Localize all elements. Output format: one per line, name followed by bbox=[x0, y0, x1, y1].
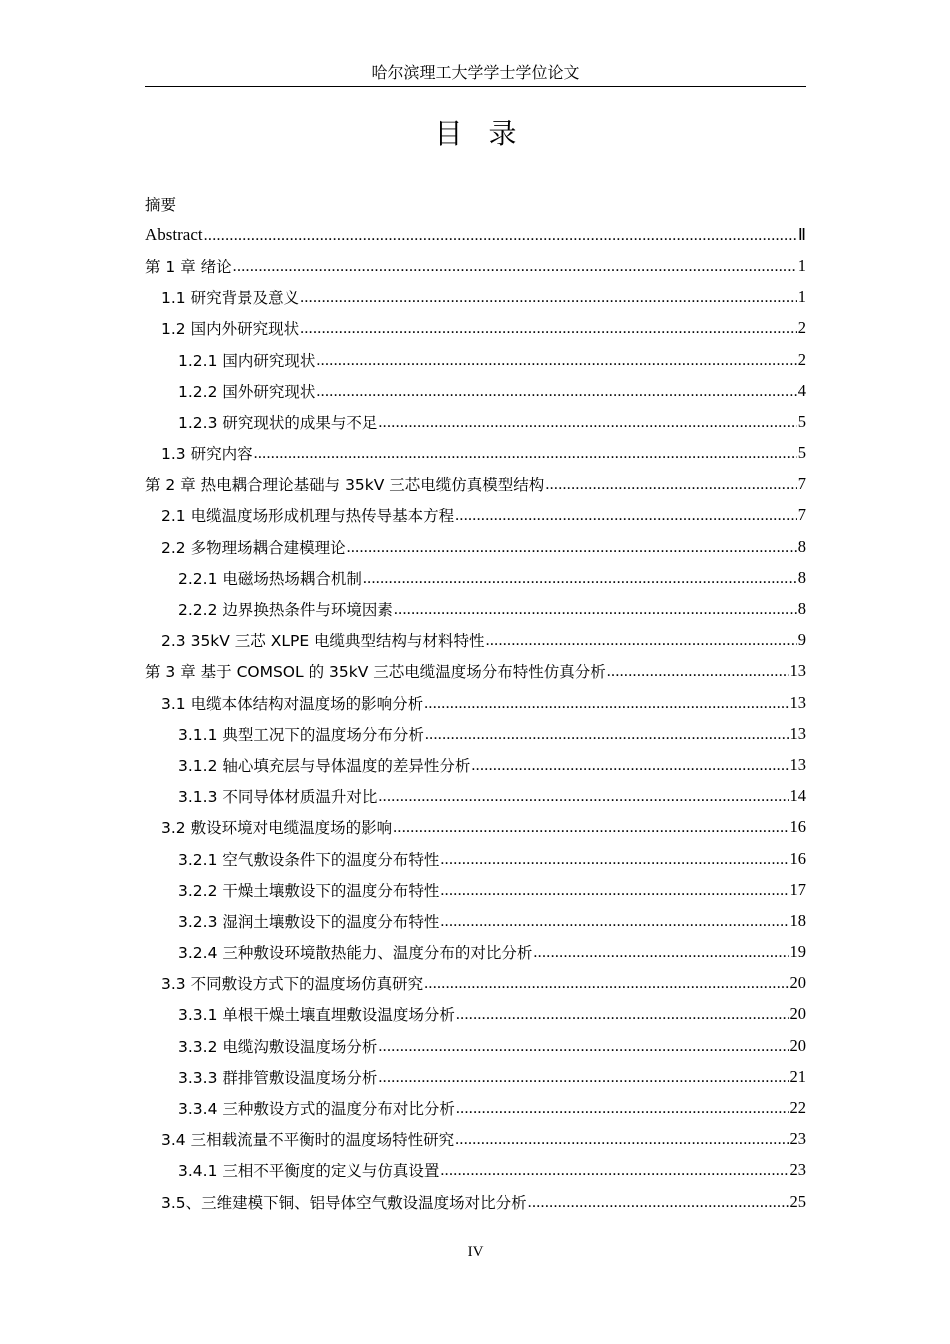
toc-entry-label: 1.2.3 研究现状的成果与不足 bbox=[178, 413, 378, 432]
toc-entry-page: 5 bbox=[797, 411, 806, 431]
toc-entry[interactable] bbox=[145, 718, 806, 749]
toc-entry-label: 1.2.2 国外研究现状 bbox=[178, 382, 316, 401]
toc-entry-page: 23 bbox=[789, 1160, 806, 1180]
toc-dot-leader bbox=[316, 350, 796, 370]
toc-entry-page: 25 bbox=[789, 1191, 806, 1211]
toc-dot-leader bbox=[316, 381, 796, 401]
toc-entry-page: 13 bbox=[789, 661, 806, 681]
toc-entry-label: 3.4 三相载流量不平衡时的温度场特性研究 bbox=[161, 1131, 455, 1150]
toc-entry[interactable] bbox=[145, 812, 806, 843]
toc-entry[interactable] bbox=[145, 656, 806, 687]
toc-entry-label: 3.3.3 群排管敷设温度场分析 bbox=[178, 1068, 378, 1087]
toc-dot-leader bbox=[300, 318, 797, 338]
toc-entry-label: 2.2.2 边界换热条件与环境因素 bbox=[178, 601, 393, 620]
toc-dot-leader bbox=[347, 537, 797, 557]
toc-entry-page: 19 bbox=[789, 942, 806, 962]
toc-entry[interactable] bbox=[145, 593, 806, 624]
toc-entry-page: 5 bbox=[797, 443, 806, 463]
toc-entry[interactable] bbox=[145, 749, 806, 780]
running-header: 哈尔滨理工大学学士学位论文 bbox=[371, 65, 580, 82]
toc-entry-label: 1.1 研究背景及意义 bbox=[161, 289, 300, 308]
toc-dot-leader bbox=[204, 225, 797, 245]
toc-entry-page: 13 bbox=[789, 754, 806, 774]
toc-entry-page: 4 bbox=[797, 380, 806, 400]
toc-entry-page: 14 bbox=[789, 786, 806, 806]
toc-entry-page: 21 bbox=[789, 1066, 806, 1086]
toc-entry-page: 18 bbox=[789, 910, 806, 930]
toc-entry-label: 2.2 多物理场耦合建模理论 bbox=[161, 538, 346, 557]
toc-entry[interactable] bbox=[145, 219, 806, 250]
toc-dot-leader bbox=[456, 1098, 789, 1118]
toc-entry-page: 2 bbox=[797, 318, 806, 338]
toc-dot-leader bbox=[456, 1004, 789, 1024]
toc-dot-leader bbox=[455, 505, 797, 525]
toc-entry-label: 第 3 章 基于 COMSOL 的 35kV 三芯电缆温度场分布特性仿真分析 bbox=[145, 663, 606, 682]
toc-dot-leader bbox=[425, 724, 789, 744]
toc-entry-label: 3.2.4 三种敷设环境散热能力、温度分布的对比分析 bbox=[178, 944, 533, 963]
toc-dot-leader bbox=[533, 942, 788, 962]
toc-entry-label: 1.2.1 国内研究现状 bbox=[178, 351, 316, 370]
toc-entry-page: 8 bbox=[797, 567, 806, 587]
toc-entry-page: Ⅱ bbox=[797, 224, 806, 244]
toc-dot-leader bbox=[440, 911, 788, 931]
toc-entry[interactable] bbox=[145, 843, 806, 874]
toc-dot-leader bbox=[378, 1067, 788, 1087]
toc-entry[interactable] bbox=[145, 188, 806, 219]
toc-entry-label: 3.3 不同敷设方式下的温度场仿真研究 bbox=[161, 975, 424, 994]
toc-dot-leader bbox=[607, 661, 789, 681]
toc-entry[interactable] bbox=[145, 313, 806, 344]
toc-entry-page: 1 bbox=[797, 255, 806, 275]
toc-entry[interactable] bbox=[145, 1061, 806, 1092]
toc-entry-label: 1.3 研究内容 bbox=[161, 445, 253, 464]
toc-dot-leader bbox=[300, 287, 797, 307]
toc-entry-label: 3.3.2 电缆沟敷设温度场分析 bbox=[178, 1037, 378, 1056]
toc-entry[interactable] bbox=[145, 625, 806, 656]
toc-entry-page: 8 bbox=[797, 536, 806, 556]
toc-entry-label: 3.2.3 湿润土壤敷设下的温度分布特性 bbox=[178, 912, 440, 931]
toc-dot-leader bbox=[378, 786, 788, 806]
toc-dot-leader bbox=[440, 1160, 788, 1180]
toc-entry[interactable] bbox=[145, 469, 806, 500]
toc-entry[interactable] bbox=[145, 1155, 806, 1186]
toc-dot-leader bbox=[471, 755, 788, 775]
toc-entry-page: 16 bbox=[789, 817, 806, 837]
toc-entry[interactable] bbox=[145, 406, 806, 437]
toc-entry-label: 第 2 章 热电耦合理论基础与 35kV 三芯电缆仿真模型结构 bbox=[145, 476, 545, 495]
toc-dot-leader bbox=[233, 256, 797, 276]
toc-dot-leader bbox=[455, 1129, 788, 1149]
toc-dot-leader bbox=[440, 849, 788, 869]
toc-entry[interactable] bbox=[145, 1092, 806, 1123]
toc-entry[interactable] bbox=[145, 375, 806, 406]
toc-title: 目录 bbox=[434, 117, 543, 150]
toc-entry[interactable] bbox=[145, 562, 806, 593]
toc-entry[interactable] bbox=[145, 250, 806, 281]
toc-dot-leader bbox=[378, 412, 796, 432]
toc-entry-label: 3.1.2 轴心填充层与导体温度的差异性分析 bbox=[178, 756, 471, 775]
toc-entry-page: 13 bbox=[789, 723, 806, 743]
toc-entry-page: 1 bbox=[797, 287, 806, 307]
toc-dot-leader bbox=[363, 568, 797, 588]
toc-entry-page: 16 bbox=[789, 848, 806, 868]
toc-entry-label: 3.4.1 三相不平衡度的定义与仿真设置 bbox=[178, 1162, 440, 1181]
toc-entry-label: 3.3.4 三种敷设方式的温度分布对比分析 bbox=[178, 1100, 455, 1119]
toc-entry-page: 7 bbox=[797, 505, 806, 525]
toc-entry-page: 22 bbox=[789, 1098, 806, 1118]
toc-entry-label: 2.3 35kV 三芯 XLPE 电缆典型结构与材料特性 bbox=[161, 632, 485, 651]
toc-entry-label: 3.3.1 单根干燥土壤直埋敷设温度场分析 bbox=[178, 1006, 455, 1025]
toc-entry[interactable] bbox=[145, 282, 806, 313]
toc-entry-page: 7 bbox=[797, 474, 806, 494]
toc-entry-page: 23 bbox=[789, 1129, 806, 1149]
toc-entry[interactable] bbox=[145, 874, 806, 905]
toc-entry-page: 9 bbox=[797, 630, 806, 650]
toc-entry-label: 3.2.2 干燥土壤敷设下的温度分布特性 bbox=[178, 881, 440, 900]
toc-entry[interactable] bbox=[145, 968, 806, 999]
toc-entry-label: 2.1 电缆温度场形成机理与热传导基本方程 bbox=[161, 507, 455, 526]
toc-entry-page: 20 bbox=[789, 973, 806, 993]
toc-dot-leader bbox=[528, 1192, 789, 1212]
toc-entry-label: 3.1 电缆本体结构对温度场的影响分析 bbox=[161, 694, 424, 713]
toc-entry-label: 1.2 国内外研究现状 bbox=[161, 320, 300, 339]
page-number: IV bbox=[467, 1244, 484, 1260]
toc-entry-label: 摘要 bbox=[145, 195, 177, 214]
toc-entry[interactable] bbox=[145, 438, 806, 469]
toc-entry-label: 第 1 章 绪论 bbox=[145, 257, 232, 276]
toc-entry[interactable] bbox=[145, 531, 806, 562]
toc-entry-page: 8 bbox=[797, 599, 806, 619]
toc-dot-leader bbox=[378, 1036, 788, 1056]
toc-entry[interactable] bbox=[145, 905, 806, 936]
toc-dot-leader bbox=[424, 693, 788, 713]
toc-entry[interactable] bbox=[145, 937, 806, 968]
toc-dot-leader bbox=[440, 880, 788, 900]
toc-dot-leader bbox=[486, 630, 797, 650]
header-rule bbox=[145, 86, 806, 87]
table-of-contents bbox=[145, 188, 806, 1217]
toc-entry-page: 17 bbox=[789, 879, 806, 899]
toc-entry[interactable] bbox=[145, 344, 806, 375]
toc-entry-label: 3.1.3 不同导体材质温升对比 bbox=[178, 788, 378, 807]
toc-entry-label: 3.2.1 空气敷设条件下的温度分布特性 bbox=[178, 850, 440, 869]
toc-entry[interactable] bbox=[145, 1186, 806, 1217]
toc-entry[interactable] bbox=[145, 687, 806, 718]
toc-entry[interactable] bbox=[145, 500, 806, 531]
toc-entry-page: 13 bbox=[789, 692, 806, 712]
toc-dot-leader bbox=[394, 599, 797, 619]
toc-entry-page: 2 bbox=[797, 349, 806, 369]
toc-entry[interactable] bbox=[145, 781, 806, 812]
toc-dot-leader bbox=[424, 973, 788, 993]
toc-dot-leader bbox=[393, 817, 788, 837]
toc-entry-label: 2.2.1 电磁场热场耦合机制 bbox=[178, 569, 362, 588]
toc-dot-leader bbox=[254, 443, 797, 463]
toc-entry[interactable] bbox=[145, 1030, 806, 1061]
toc-entry[interactable] bbox=[145, 999, 806, 1030]
toc-entry-label: 3.5、三维建模下铜、铝导体空气敷设温度场对比分析 bbox=[161, 1193, 527, 1212]
toc-dot-leader bbox=[545, 474, 796, 494]
toc-entry-label: 3.1.1 典型工况下的温度场分布分析 bbox=[178, 725, 424, 744]
toc-entry-page: 20 bbox=[789, 1035, 806, 1055]
toc-entry-label: Abstract bbox=[145, 224, 203, 244]
toc-entry-page: 20 bbox=[789, 1004, 806, 1024]
toc-entry-label: 3.2 敷设环境对电缆温度场的影响 bbox=[161, 819, 393, 838]
toc-entry[interactable] bbox=[145, 1124, 806, 1155]
